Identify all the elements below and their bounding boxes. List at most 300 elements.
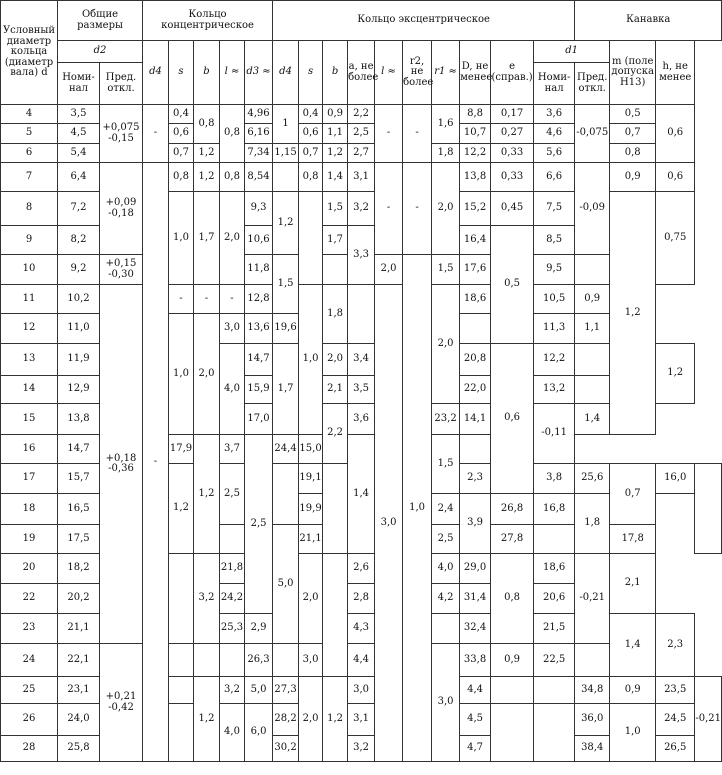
b-cell: 0,8 bbox=[194, 105, 220, 144]
d4-cell: - bbox=[143, 105, 169, 163]
d3-cell: 21,8 bbox=[220, 554, 245, 584]
m-cell: 0,7 bbox=[610, 124, 656, 144]
b-cell: - bbox=[194, 285, 220, 314]
d-cell: 18 bbox=[1, 494, 58, 525]
d2-cell: 16,5 bbox=[58, 494, 100, 525]
d1-cell: 4,6 bbox=[534, 124, 575, 144]
le-cell: - bbox=[375, 105, 403, 163]
D-cell: 8,8 bbox=[460, 105, 491, 124]
e-cell: 0,8 bbox=[491, 554, 534, 644]
D-cell: 23,2 bbox=[432, 404, 460, 435]
gt-cell bbox=[575, 644, 610, 677]
d2-cell: 14,7 bbox=[58, 435, 100, 464]
gt-cell: -0,21 bbox=[695, 677, 722, 762]
a-cell: 3,7 bbox=[220, 435, 245, 464]
s-cell: 0,8 bbox=[169, 163, 194, 192]
D-cell: 13,8 bbox=[460, 163, 491, 192]
r1-cell: 3,0 bbox=[432, 644, 460, 762]
d-cell: 7 bbox=[1, 163, 58, 192]
gt-cell: -0,21 bbox=[575, 554, 610, 644]
h-header: h, не менее bbox=[656, 41, 695, 105]
r2-cell bbox=[534, 677, 575, 704]
be-cell: 1,7 bbox=[323, 226, 348, 255]
be-cell: 2,0 bbox=[323, 344, 348, 376]
m-cell bbox=[575, 376, 610, 404]
be-cell: 3,0 bbox=[348, 677, 375, 704]
d1-cell: 26,5 bbox=[656, 736, 695, 762]
d2-cell: 21,1 bbox=[58, 614, 100, 644]
be-cell: 2,4 bbox=[432, 494, 460, 525]
se-cell: 1,2 bbox=[323, 677, 348, 762]
be-cell: 1,5 bbox=[323, 192, 348, 226]
s-cell: 1,2 bbox=[169, 464, 194, 554]
d2-cell: 22,1 bbox=[58, 644, 100, 677]
d2-cell: 8,2 bbox=[58, 226, 100, 255]
d-cell: 13 bbox=[1, 344, 58, 376]
l-cell: 4,0 bbox=[220, 344, 245, 435]
d2-cell: 13,8 bbox=[58, 404, 100, 435]
l-cell: 3,0 bbox=[220, 314, 245, 344]
e-cell: 0,17 bbox=[491, 105, 534, 124]
a-cell: 3,2 bbox=[348, 192, 375, 226]
e-cell: 0,6 bbox=[491, 344, 534, 494]
be-cell: 3,2 bbox=[348, 736, 375, 762]
le-cell bbox=[491, 677, 534, 704]
m-cell: 0,8 bbox=[610, 144, 656, 163]
d-cell: 23 bbox=[1, 614, 58, 644]
d4e-cell: 1 bbox=[273, 105, 299, 144]
l-cell: 0,8 bbox=[220, 105, 245, 163]
gt-cell: -0,11 bbox=[534, 404, 575, 464]
d2-cell: 12,9 bbox=[58, 376, 100, 404]
l-cell bbox=[273, 464, 299, 525]
d1-cell: 22,5 bbox=[534, 644, 575, 677]
m-cell: 0,9 bbox=[610, 163, 656, 192]
tol-cell: +0,18 -0,36 bbox=[100, 285, 143, 644]
D-cell: 29,0 bbox=[460, 554, 491, 584]
h-cell: 0,6 bbox=[656, 163, 695, 192]
b-cell: 1,7 bbox=[194, 192, 220, 285]
a-cell: 3,3 bbox=[348, 226, 375, 285]
a-cell: 3,1 bbox=[348, 163, 375, 192]
d3-cell: 19,1 bbox=[299, 464, 323, 494]
d2-cell: 7,2 bbox=[58, 192, 100, 226]
d3-cell: 11,8 bbox=[245, 255, 273, 285]
d3-cell: 15,9 bbox=[245, 376, 273, 404]
se-cell: 0,7 bbox=[299, 144, 323, 163]
le-cell: 3,0 bbox=[375, 285, 403, 762]
r1-cell: 1,8 bbox=[432, 144, 460, 163]
d2-cell: 10,2 bbox=[58, 285, 100, 314]
b-cell bbox=[194, 644, 220, 677]
s-ecc-header: s bbox=[299, 41, 323, 105]
d1-nominal-header: Номи- нал bbox=[534, 63, 575, 105]
d3-cell: 14,7 bbox=[245, 344, 273, 376]
r2-cell: 1,0 bbox=[403, 255, 432, 762]
d-cell: 8 bbox=[1, 192, 58, 226]
m-cell: 0,5 bbox=[610, 105, 656, 124]
e-cell: 0,9 bbox=[491, 644, 534, 677]
d1-cell: 9,5 bbox=[534, 255, 575, 285]
se-cell bbox=[323, 554, 348, 677]
be-cell: 1,2 bbox=[323, 144, 348, 163]
d4e-cell: 2,0 bbox=[299, 554, 323, 644]
e-cell: 0,33 bbox=[491, 163, 534, 192]
D-cell: 22,0 bbox=[460, 376, 491, 404]
be-cell: 2,6 bbox=[348, 554, 375, 584]
b-cell: 3,2 bbox=[194, 554, 220, 644]
d4e-cell bbox=[273, 644, 299, 677]
d3-cell: 6,16 bbox=[245, 124, 273, 144]
d-cell: 19 bbox=[1, 525, 58, 554]
r2-cell: - bbox=[403, 163, 432, 255]
d2-header: d2 bbox=[58, 41, 143, 63]
s-cell: 1,0 bbox=[169, 192, 194, 285]
d2-cell: 4,5 bbox=[58, 124, 100, 144]
l-header: l ≈ bbox=[220, 41, 245, 105]
se-cell: 0,6 bbox=[299, 124, 323, 144]
a-cell: 4,4 bbox=[460, 677, 491, 704]
b-cell: 1,2 bbox=[194, 163, 220, 192]
D-cell: 12,2 bbox=[460, 144, 491, 163]
l-cell: - bbox=[220, 285, 245, 314]
e-cell: 1,0 bbox=[610, 704, 656, 762]
e-cell: 0,27 bbox=[491, 124, 534, 144]
D-cell: 18,6 bbox=[460, 285, 491, 314]
d1-cell: 16,8 bbox=[534, 494, 575, 525]
d4-header: d4 bbox=[143, 41, 169, 105]
l-ecc-header: l ≈ bbox=[375, 41, 403, 105]
d4-cell: - bbox=[143, 163, 169, 762]
D-cell: 33,8 bbox=[460, 644, 491, 677]
r1-cell: 2,0 bbox=[432, 285, 460, 404]
d1-cell: 12,2 bbox=[534, 344, 575, 376]
a-cell: 4,3 bbox=[348, 614, 375, 644]
D-cell: 34,8 bbox=[575, 677, 610, 704]
a-cell: 4,0 bbox=[432, 554, 460, 584]
m-cell bbox=[575, 344, 610, 376]
d3-cell: 19,9 bbox=[299, 494, 323, 525]
D-header: D, не менее bbox=[460, 41, 491, 105]
l-cell: 2,0 bbox=[220, 192, 245, 285]
se-cell: 0,8 bbox=[299, 163, 323, 192]
be-cell: 0,9 bbox=[323, 105, 348, 124]
d-cell: 16 bbox=[1, 435, 58, 464]
a-cell: 2,7 bbox=[348, 144, 375, 163]
h-cell: 0,6 bbox=[656, 105, 695, 163]
b-cell: 4,0 bbox=[220, 704, 245, 762]
s-cell bbox=[169, 644, 194, 677]
d1-cell: 23,5 bbox=[656, 677, 695, 704]
d1-tol-header: Пред. откл. bbox=[575, 63, 610, 105]
l-cell: 0,8 bbox=[220, 163, 245, 192]
h-cell: 1,8 bbox=[575, 494, 610, 554]
d2-cell: 11,0 bbox=[58, 314, 100, 344]
r2-header: r2, не более bbox=[403, 41, 432, 105]
groove-header: Канавка bbox=[575, 1, 722, 41]
D-cell: 16,4 bbox=[460, 226, 491, 255]
e-cell bbox=[534, 525, 575, 554]
l-cell: 5,0 bbox=[273, 525, 299, 644]
l-cell: 6,0 bbox=[245, 704, 273, 762]
d1-cell: 15,0 bbox=[299, 435, 323, 464]
d3-cell: 10,6 bbox=[245, 226, 273, 255]
be-cell: 2,9 bbox=[245, 614, 273, 644]
e-cell: 0,7 bbox=[610, 464, 656, 525]
d1-cell: 5,6 bbox=[534, 144, 575, 163]
tol-cell: +0,09 -0,18 bbox=[100, 163, 143, 255]
d-cell: 25 bbox=[1, 677, 58, 704]
D-cell: 10,7 bbox=[460, 124, 491, 144]
a-cell: 2,5 bbox=[348, 124, 375, 144]
se-cell bbox=[299, 192, 323, 285]
d-cell: 11 bbox=[1, 285, 58, 314]
r1-header: r1 ≈ bbox=[432, 41, 460, 105]
tol-cell: +0,075 -0,15 bbox=[100, 105, 143, 163]
b-header: b bbox=[194, 41, 220, 105]
d2-cell: 6,4 bbox=[58, 163, 100, 192]
d1-header: d1 bbox=[534, 41, 610, 63]
le-cell: 2,0 bbox=[375, 255, 403, 285]
b-cell: 2,5 bbox=[220, 464, 245, 525]
d-cell: 20 bbox=[1, 554, 58, 584]
d2-cell: 3,5 bbox=[58, 105, 100, 124]
e-cell: 0,9 bbox=[610, 677, 656, 704]
d2-cell: 24,0 bbox=[58, 704, 100, 736]
a-cell: 2,2 bbox=[348, 105, 375, 124]
b-cell: 2,0 bbox=[194, 314, 220, 435]
a-cell: 3,5 bbox=[348, 376, 375, 404]
b-ecc-header: b bbox=[323, 41, 348, 105]
a-cell: 4,2 bbox=[432, 584, 460, 614]
d3-cell: 12,8 bbox=[245, 285, 273, 314]
D-cell: 26,8 bbox=[491, 494, 534, 525]
d4-cell bbox=[169, 704, 194, 762]
d1-cell: 21,5 bbox=[534, 614, 575, 644]
be-cell: 3,1 bbox=[348, 704, 375, 736]
b-cell: 3,2 bbox=[220, 677, 245, 704]
h-cell: 0,75 bbox=[656, 192, 695, 285]
d4e-cell: 1,2 bbox=[273, 192, 299, 255]
h-cell: 2,3 bbox=[656, 614, 695, 677]
d2-cell: 15,7 bbox=[58, 464, 100, 494]
r1-cell: 1,6 bbox=[432, 105, 460, 144]
d-cell: 6 bbox=[1, 144, 58, 163]
cond-diam-header: Условный диаметр кольца (диаметр вала) d bbox=[1, 1, 58, 105]
a-cell: 3,4 bbox=[348, 344, 375, 376]
a-header: a, не более bbox=[348, 41, 375, 105]
s-cell: 0,7 bbox=[169, 144, 194, 163]
d4-ecc-header: d4 bbox=[273, 41, 299, 105]
d-cell: 22 bbox=[1, 584, 58, 614]
se-cell: 1,2 bbox=[194, 435, 220, 554]
se-cell: 1,0 bbox=[299, 285, 323, 435]
s-cell: 1,0 bbox=[169, 314, 194, 435]
h-cell: 0,9 bbox=[575, 285, 610, 314]
d-cell: 26 bbox=[1, 704, 58, 736]
be-cell: 2,3 bbox=[460, 464, 491, 494]
d4e-cell bbox=[273, 163, 299, 192]
a-cell: 4,4 bbox=[348, 644, 375, 677]
d2-nominal-header: Номи- нал bbox=[58, 63, 100, 105]
r1-cell: 1,5 bbox=[432, 255, 460, 285]
h-cell: 2,1 bbox=[610, 554, 656, 614]
d2-cell: 25,8 bbox=[58, 736, 100, 762]
d2-tol-header: Пред. откл. bbox=[100, 63, 143, 105]
D-cell: 31,4 bbox=[460, 584, 491, 614]
d2-cell: 18,2 bbox=[58, 554, 100, 584]
ring-eccentric-header: Кольцо эксцентрическое bbox=[273, 1, 575, 41]
be-cell bbox=[323, 255, 348, 285]
d3-cell: 30,2 bbox=[273, 736, 299, 762]
d3-cell: 26,3 bbox=[245, 644, 273, 677]
e-cell: 0,45 bbox=[491, 192, 534, 226]
d1-cell: 14,1 bbox=[460, 404, 491, 435]
gt-cell: -0,075 bbox=[575, 105, 610, 163]
r2-cell bbox=[534, 704, 575, 762]
be-cell: 2,8 bbox=[348, 584, 375, 614]
s-cell: - bbox=[169, 285, 194, 314]
tol-cell: +0,21 -0,42 bbox=[100, 644, 143, 762]
s-cell: 0,4 bbox=[169, 105, 194, 124]
d2-cell: 11,9 bbox=[58, 344, 100, 376]
d-cell: 10 bbox=[1, 255, 58, 285]
ring-concentric-header: Кольцо концентрическое bbox=[143, 1, 273, 41]
be-cell: 2,2 bbox=[323, 404, 348, 464]
h-cell: 1,4 bbox=[575, 404, 610, 435]
D-cell: 17,6 bbox=[460, 255, 491, 285]
d-cell: 28 bbox=[1, 736, 58, 762]
d2-cell: 5,4 bbox=[58, 144, 100, 163]
D-cell: 27,8 bbox=[491, 525, 534, 554]
d4e-cell: 1,7 bbox=[273, 344, 299, 435]
gt-cell bbox=[695, 464, 722, 554]
d-cell: 17 bbox=[1, 464, 58, 494]
a-cell bbox=[348, 285, 375, 344]
tol-cell: +0,15 -0,30 bbox=[100, 255, 143, 285]
D-cell: 20,8 bbox=[460, 344, 491, 376]
d-cell: 5 bbox=[1, 124, 58, 144]
d4e-cell bbox=[323, 464, 348, 554]
l-cell bbox=[220, 644, 245, 677]
d-cell: 9 bbox=[1, 226, 58, 255]
general-sizes-header: Общие размеры bbox=[58, 1, 143, 41]
d3-cell: 17,0 bbox=[245, 404, 273, 435]
D-cell: 36,0 bbox=[575, 704, 610, 736]
e-cell: 0,5 bbox=[491, 226, 534, 344]
be-cell: 3,0 bbox=[299, 644, 323, 677]
d1-cell: 6,6 bbox=[534, 163, 575, 192]
be-cell: 2,5 bbox=[432, 525, 460, 554]
be-cell: 2,1 bbox=[323, 376, 348, 404]
d2-cell: 23,1 bbox=[58, 677, 100, 704]
b-cell: 1,2 bbox=[194, 144, 220, 163]
m-cell: 1,4 bbox=[348, 435, 375, 554]
d3-cell: 24,2 bbox=[220, 584, 245, 614]
d1-cell: 17,8 bbox=[610, 525, 656, 554]
h-cell: 1,2 bbox=[656, 344, 695, 404]
d3-cell: 9,3 bbox=[245, 192, 273, 226]
D-cell: 32,4 bbox=[460, 614, 491, 644]
le-cell: - bbox=[375, 163, 403, 255]
d4e-cell: 1,15 bbox=[273, 144, 299, 163]
a-cell: 3,8 bbox=[534, 464, 575, 494]
s-cell: 1,2 bbox=[194, 677, 220, 762]
r1-cell: 2,5 bbox=[245, 435, 273, 614]
d-cell: 24 bbox=[1, 644, 58, 677]
d-cell: 4 bbox=[1, 105, 58, 124]
D-cell: 24,4 bbox=[273, 435, 299, 464]
d2-cell: 9,2 bbox=[58, 255, 100, 285]
d1-cell: 16,0 bbox=[656, 464, 695, 494]
d3-cell: 17,9 bbox=[169, 435, 194, 464]
d4e-cell: 1,5 bbox=[273, 255, 299, 314]
r1-cell: 2,0 bbox=[432, 163, 460, 255]
d1-cell: 3,6 bbox=[534, 105, 575, 124]
d3-cell: 28,2 bbox=[273, 704, 299, 736]
a-cell: 4,5 bbox=[460, 704, 491, 736]
s-cell: 0,6 bbox=[169, 124, 194, 144]
m-cell: 1,4 bbox=[610, 614, 656, 677]
le-cell bbox=[491, 704, 534, 762]
d1-cell: 8,5 bbox=[534, 226, 575, 255]
d1-cell: 11,3 bbox=[534, 314, 575, 344]
l-cell: 5,0 bbox=[245, 677, 273, 704]
d3-cell: 8,54 bbox=[245, 163, 273, 192]
s-header: s bbox=[169, 41, 194, 105]
d3-cell: 7,34 bbox=[245, 144, 273, 163]
d1-cell: 13,2 bbox=[534, 376, 575, 404]
be-cell: 1,1 bbox=[323, 124, 348, 144]
r1-cell bbox=[432, 614, 460, 644]
e-header: e (справ.) bbox=[491, 41, 534, 105]
d3-cell: 25,3 bbox=[220, 614, 245, 644]
be-cell: 1,4 bbox=[323, 163, 348, 192]
a-cell: 3,6 bbox=[348, 404, 375, 435]
d2-cell: 17,5 bbox=[58, 525, 100, 554]
gt-cell: -0,09 bbox=[575, 163, 610, 255]
D-cell: 19,6 bbox=[273, 314, 299, 344]
d3-cell: 4,96 bbox=[245, 105, 273, 124]
d1-cell: 18,6 bbox=[534, 554, 575, 584]
d3-cell: 27,3 bbox=[273, 677, 299, 704]
d3-header: d3 ≈ bbox=[245, 41, 273, 105]
d4-cell bbox=[169, 677, 194, 704]
r2-cell: - bbox=[403, 105, 432, 163]
d2-cell: 20,2 bbox=[58, 584, 100, 614]
h-cell: 1,1 bbox=[575, 314, 610, 344]
d4e-cell: 2,0 bbox=[299, 677, 323, 762]
e-cell bbox=[460, 314, 491, 344]
a-cell: 3,9 bbox=[460, 494, 491, 554]
D-cell: 25,6 bbox=[575, 464, 610, 494]
d-cell: 12 bbox=[1, 314, 58, 344]
be-cell: 1,8 bbox=[323, 285, 348, 344]
D-cell: 15,2 bbox=[460, 192, 491, 226]
D-cell: 38,4 bbox=[575, 736, 610, 762]
s-cell bbox=[169, 554, 194, 644]
m-header: m (поле допуска H13) bbox=[610, 41, 656, 105]
d1-cell: 20,6 bbox=[534, 584, 575, 614]
se-cell: 0,4 bbox=[299, 105, 323, 124]
d3-cell: 13,6 bbox=[245, 314, 273, 344]
d-cell: 15 bbox=[1, 404, 58, 435]
d1-cell: 7,5 bbox=[534, 192, 575, 226]
a-cell: 4,7 bbox=[460, 736, 491, 762]
h-cell: 1,5 bbox=[432, 435, 460, 494]
b-cell bbox=[220, 525, 245, 554]
d-cell: 14 bbox=[1, 376, 58, 404]
